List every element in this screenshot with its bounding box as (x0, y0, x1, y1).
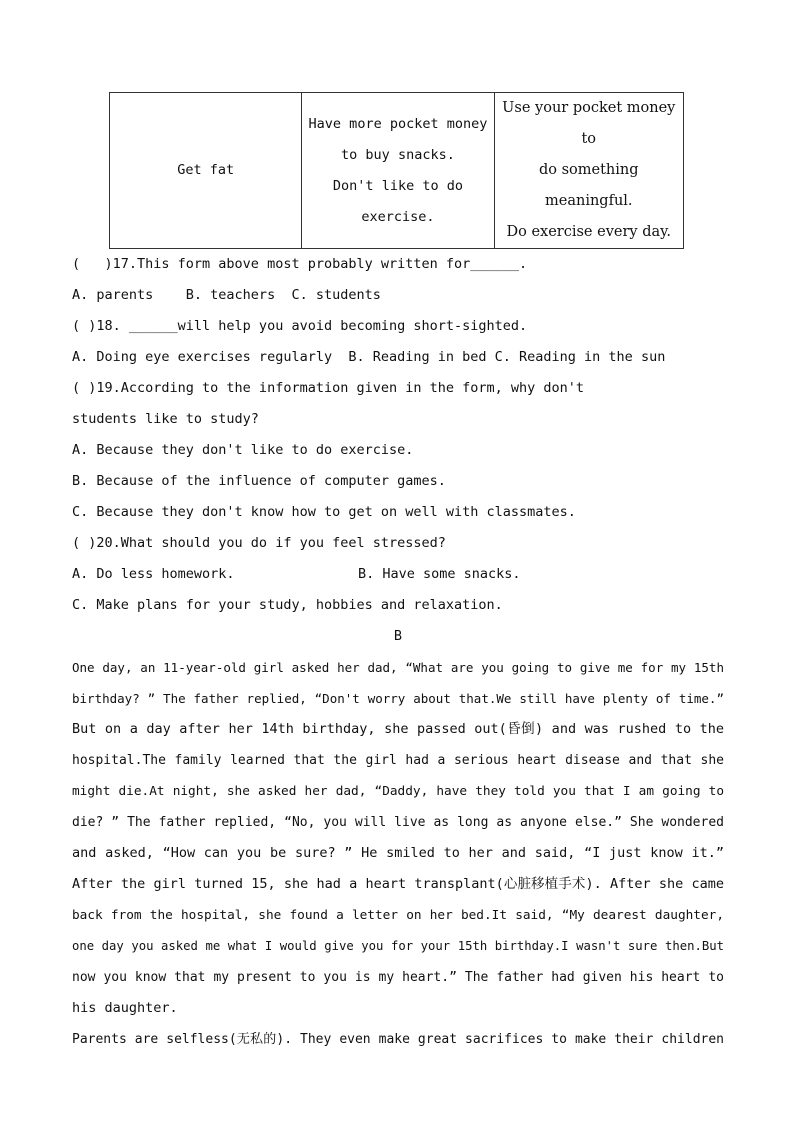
passage-line: hospital.The family learned that the girl had a serious heart disease and that she (72, 753, 724, 768)
advice-line: Do exercise every day. (506, 224, 672, 240)
worksheet-page (72, 92, 724, 1055)
question-19-option-a: A. Because they don't like to do exercise. (72, 442, 414, 458)
section-heading: B (393, 628, 403, 644)
question-20-option-a: A. Do less homework. (72, 566, 235, 582)
table-cell-advice (494, 93, 683, 249)
question-19-stem-line-2: students like to study? (72, 411, 259, 427)
question-18-options: A. Doing eye exercises regularly B. Reading in bed C. Reading in the sun (72, 349, 666, 365)
passage-line: and asked, “How can you be sure? ” He smiled to her and said, “I just know it.” (72, 845, 724, 861)
question-19-stem-line-1: ( )19.According to the information given in the form, why don't (72, 380, 585, 396)
question-17-stem: ( )17.This form above most probably written for______. (72, 256, 528, 272)
passage-line: birthday? ” The father replied, “Don't worry about that.We still have plenty of time.” (72, 691, 724, 706)
table-cell-problem: Get fat (110, 93, 302, 249)
passage-last-line: Parents are selfless(无私的). They even make great sacrifices to make their children (72, 1032, 724, 1047)
reason-line: Don't like to do (332, 177, 463, 194)
passage-line: But on a day after her 14th birthday, she passed out(昏倒) and was rushed to the (72, 721, 724, 737)
table-cell-reason (302, 93, 494, 249)
advice-form-table (109, 92, 684, 249)
question-19-option-b: B. Because of the influence of computer games. (72, 473, 446, 489)
question-20-stem: ( )20.What should you do if you feel stressed? (72, 535, 446, 551)
advice-line: meaningful. (545, 193, 633, 209)
question-20-option-c: C. Make plans for your study, hobbies and relaxation. (72, 597, 503, 613)
passage-line: one day you asked me what I would give you for your 15th birthday.I wasn't sure then.But (72, 939, 724, 953)
advice-line: Use your pocket money to (502, 100, 676, 147)
table-row (110, 93, 684, 249)
reason-line: Have more pocket money (308, 115, 488, 132)
question-18-stem: ( )18. ______will help you avoid becoming short-sighted. (72, 318, 528, 334)
passage-line: After the girl turned 15, she had a heart transplant(心脏移植手术). After she came (72, 876, 724, 892)
passage-line: might die.At night, she asked her dad, “Daddy, have they told you that I am going to (72, 784, 724, 799)
passage-line: die? ” The father replied, “No, you will live as long as anyone else.” She wondered (72, 815, 724, 830)
advice-line: do something (538, 162, 639, 178)
passage-paragraph (72, 652, 724, 1055)
passage-line: now you know that my present to you is my heart.” The father had given his heart to (72, 970, 724, 985)
passage-line: back from the hospital, she found a letter on her bed.It said, “My dearest daughter, (72, 908, 724, 923)
passage-line: his daughter. (72, 1000, 178, 1016)
passage-line: One day, an 11-year-old girl asked her dad, “What are you going to give me for my 15th (72, 660, 724, 675)
reason-line: to buy snacks. (341, 146, 455, 163)
reason-line: exercise. (361, 208, 435, 225)
question-20-options-ab (72, 559, 724, 590)
question-20-option-b: B. Have some snacks. (358, 566, 521, 582)
question-19-option-c: C. Because they don't know how to get on well with classmates. (72, 504, 576, 520)
question-17-options: A. parents B. teachers C. students (72, 287, 381, 303)
